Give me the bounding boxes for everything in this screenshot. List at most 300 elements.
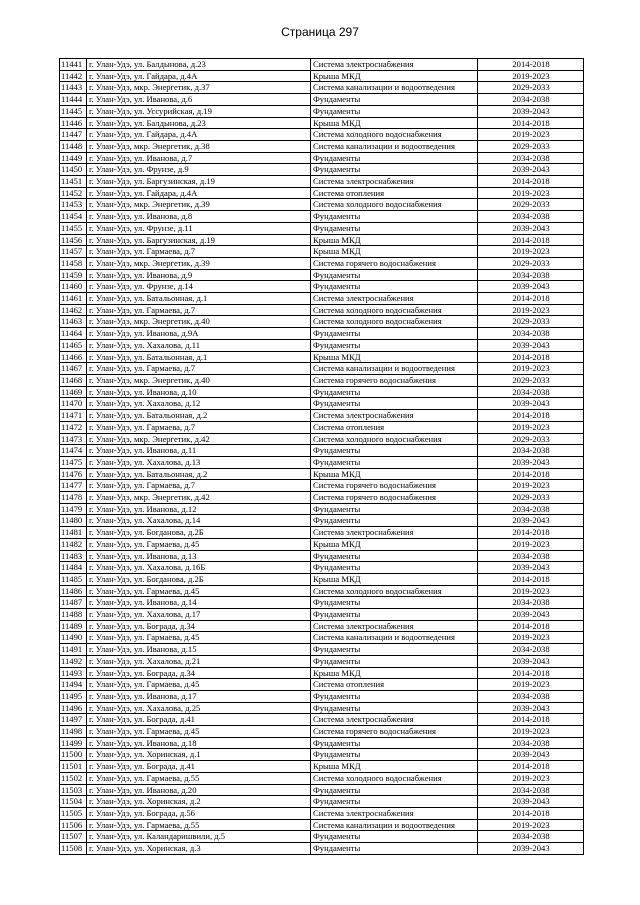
repair-period-cell: 2039-2043	[478, 562, 584, 574]
building-system-cell: Фундаменты	[311, 339, 478, 351]
repair-period-cell: 2019-2023	[478, 70, 584, 82]
repair-period-cell: 2014-2018	[478, 410, 584, 422]
row-number-cell: 11480	[60, 515, 87, 527]
repair-period-cell: 2019-2023	[478, 585, 584, 597]
address-cell: г. Улан-Удэ, ул. Хахалова, д.16Б	[87, 562, 311, 574]
building-system-cell: Система холодного водоснабжения	[311, 772, 478, 784]
row-number-cell: 11442	[60, 70, 87, 82]
row-number-cell: 11457	[60, 246, 87, 258]
address-cell: г. Улан-Удэ, ул. Гармаева, д.55	[87, 772, 311, 784]
table-row	[60, 94, 584, 106]
address-cell: г. Улан-Удэ, ул. Гармаева, д.7	[87, 304, 311, 316]
building-system-cell: Система горячего водоснабжения	[311, 374, 478, 386]
row-number-cell: 11444	[60, 94, 87, 106]
row-number-cell: 11469	[60, 386, 87, 398]
address-cell: г. Улан-Удэ, ул. Уссурийская, д.19	[87, 105, 311, 117]
building-system-cell: Фундаменты	[311, 328, 478, 340]
building-system-cell: Система электроснабжения	[311, 176, 478, 188]
building-system-cell: Фундаменты	[311, 609, 478, 621]
row-number-cell: 11453	[60, 199, 87, 211]
table-row	[60, 293, 584, 305]
building-system-cell: Крыша МКД	[311, 573, 478, 585]
address-cell: г. Улан-Удэ, ул. Иванова, д.14	[87, 597, 311, 609]
table-row	[60, 129, 584, 141]
row-number-cell: 11485	[60, 573, 87, 585]
repair-period-cell: 2039-2043	[478, 281, 584, 293]
row-number-cell: 11481	[60, 527, 87, 539]
repair-period-cell: 2019-2023	[478, 421, 584, 433]
register-table-body	[60, 59, 584, 855]
building-system-cell: Фундаменты	[311, 749, 478, 761]
building-system-cell: Система канализации и водоотведения	[311, 363, 478, 375]
row-number-cell: 11479	[60, 503, 87, 515]
building-system-cell: Фундаменты	[311, 398, 478, 410]
repair-period-cell: 2029-2033	[478, 140, 584, 152]
building-system-cell: Фундаменты	[311, 843, 478, 855]
table-row	[60, 140, 584, 152]
building-system-cell: Система канализации и водоотведения	[311, 819, 478, 831]
building-system-cell: Крыша МКД	[311, 761, 478, 773]
building-system-cell: Система электроснабжения	[311, 714, 478, 726]
table-row	[60, 772, 584, 784]
row-number-cell: 11454	[60, 211, 87, 223]
row-number-cell: 11475	[60, 456, 87, 468]
table-row	[60, 714, 584, 726]
row-number-cell: 11474	[60, 445, 87, 457]
table-row	[60, 667, 584, 679]
building-system-cell: Фундаменты	[311, 702, 478, 714]
table-row	[60, 480, 584, 492]
address-cell: г. Улан-Удэ, мкр. Энергетик, д.37	[87, 82, 311, 94]
repair-period-cell: 2034-2038	[478, 737, 584, 749]
address-cell: г. Улан-Удэ, ул. Иванова, д.15	[87, 644, 311, 656]
table-row	[60, 176, 584, 188]
table-row	[60, 164, 584, 176]
row-number-cell: 11484	[60, 562, 87, 574]
table-row	[60, 808, 584, 820]
repair-period-cell: 2019-2023	[478, 129, 584, 141]
table-row	[60, 527, 584, 539]
row-number-cell: 11503	[60, 784, 87, 796]
building-system-cell: Фундаменты	[311, 152, 478, 164]
table-row	[60, 819, 584, 831]
address-cell: г. Улан-Удэ, ул. Хахалова, д.13	[87, 456, 311, 468]
table-row	[60, 796, 584, 808]
table-row	[60, 831, 584, 843]
table-row	[60, 843, 584, 855]
repair-period-cell: 2039-2043	[478, 749, 584, 761]
building-system-cell: Система холодного водоснабжения	[311, 199, 478, 211]
row-number-cell: 11472	[60, 421, 87, 433]
building-system-cell: Система электроснабжения	[311, 59, 478, 71]
row-number-cell: 11466	[60, 351, 87, 363]
repair-period-cell: 2019-2023	[478, 726, 584, 738]
table-row	[60, 702, 584, 714]
building-system-cell: Крыша МКД	[311, 70, 478, 82]
repair-period-cell: 2019-2023	[478, 679, 584, 691]
table-row	[60, 70, 584, 82]
building-system-cell: Фундаменты	[311, 562, 478, 574]
building-system-cell: Фундаменты	[311, 796, 478, 808]
address-cell: г. Улан-Удэ, ул. Иванова, д.7	[87, 152, 311, 164]
row-number-cell: 11489	[60, 620, 87, 632]
table-row	[60, 304, 584, 316]
row-number-cell: 11451	[60, 176, 87, 188]
building-system-cell: Крыша МКД	[311, 351, 478, 363]
row-number-cell: 11490	[60, 632, 87, 644]
address-cell: г. Улан-Удэ, мкр. Энергетик, д.40	[87, 374, 311, 386]
row-number-cell: 11487	[60, 597, 87, 609]
address-cell: г. Улан-Удэ, ул. Иванова, д.20	[87, 784, 311, 796]
row-number-cell: 11463	[60, 316, 87, 328]
repair-period-cell: 2039-2043	[478, 609, 584, 621]
row-number-cell: 11467	[60, 363, 87, 375]
building-system-cell: Фундаменты	[311, 737, 478, 749]
address-cell: г. Улан-Удэ, ул. Батальонная, д.1	[87, 351, 311, 363]
building-system-cell: Фундаменты	[311, 94, 478, 106]
building-system-cell: Система канализации и водоотведения	[311, 140, 478, 152]
address-cell: г. Улан-Удэ, ул. Иванова, д.17	[87, 690, 311, 702]
address-cell: г. Улан-Удэ, ул. Иванова, д.9	[87, 269, 311, 281]
row-number-cell: 11449	[60, 152, 87, 164]
repair-period-cell: 2034-2038	[478, 94, 584, 106]
table-row	[60, 351, 584, 363]
address-cell: г. Улан-Удэ, мкр. Энергетик, д.39	[87, 199, 311, 211]
repair-period-cell: 2014-2018	[478, 667, 584, 679]
address-cell: г. Улан-Удэ, ул. Бограда, д.41	[87, 714, 311, 726]
building-system-cell: Система электроснабжения	[311, 293, 478, 305]
repair-period-cell: 2029-2033	[478, 199, 584, 211]
address-cell: г. Улан-Удэ, ул. Хоринская, д.2	[87, 796, 311, 808]
address-cell: г. Улан-Удэ, ул. Балдынова, д.23	[87, 59, 311, 71]
address-cell: г. Улан-Удэ, ул. Батальонная, д.2	[87, 468, 311, 480]
address-cell: г. Улан-Удэ, ул. Бограда, д.56	[87, 808, 311, 820]
address-cell: г. Улан-Удэ, ул. Хахалова, д.25	[87, 702, 311, 714]
table-row	[60, 374, 584, 386]
building-system-cell: Система холодного водоснабжения	[311, 304, 478, 316]
address-cell: г. Улан-Удэ, ул. Иванова, д.6	[87, 94, 311, 106]
row-number-cell: 11476	[60, 468, 87, 480]
repair-period-cell: 2034-2038	[478, 644, 584, 656]
address-cell: г. Улан-Удэ, ул. Гармаева, д.45	[87, 538, 311, 550]
row-number-cell: 11494	[60, 679, 87, 691]
address-cell: г. Улан-Удэ, мкр. Энергетик, д.42	[87, 433, 311, 445]
table-row	[60, 761, 584, 773]
address-cell: г. Улан-Удэ, ул. Бограда, д.34	[87, 620, 311, 632]
building-system-cell: Крыша МКД	[311, 246, 478, 258]
row-number-cell: 11446	[60, 117, 87, 129]
repair-period-cell: 2019-2023	[478, 480, 584, 492]
building-system-cell: Крыша МКД	[311, 538, 478, 550]
table-row	[60, 234, 584, 246]
row-number-cell: 11478	[60, 492, 87, 504]
repair-period-cell: 2014-2018	[478, 293, 584, 305]
repair-period-cell: 2034-2038	[478, 690, 584, 702]
repair-period-cell: 2014-2018	[478, 573, 584, 585]
row-number-cell: 11468	[60, 374, 87, 386]
table-row	[60, 550, 584, 562]
table-row	[60, 573, 584, 585]
repair-period-cell: 2034-2038	[478, 597, 584, 609]
repair-period-cell: 2034-2038	[478, 550, 584, 562]
table-row	[60, 445, 584, 457]
building-system-cell: Система холодного водоснабжения	[311, 129, 478, 141]
address-cell: г. Улан-Удэ, ул. Хахалова, д.17	[87, 609, 311, 621]
address-cell: г. Улан-Удэ, ул. Хоринская, д.1	[87, 749, 311, 761]
table-row	[60, 269, 584, 281]
repair-period-cell: 2034-2038	[478, 503, 584, 515]
row-number-cell: 11450	[60, 164, 87, 176]
building-system-cell: Система горячего водоснабжения	[311, 257, 478, 269]
repair-period-cell: 2014-2018	[478, 761, 584, 773]
building-system-cell: Система холодного водоснабжения	[311, 585, 478, 597]
building-system-cell: Фундаменты	[311, 644, 478, 656]
building-system-cell: Система электроснабжения	[311, 808, 478, 820]
building-system-cell: Фундаменты	[311, 445, 478, 457]
building-system-cell: Система канализации и водоотведения	[311, 632, 478, 644]
row-number-cell: 11460	[60, 281, 87, 293]
repair-period-cell: 2019-2023	[478, 187, 584, 199]
row-number-cell: 11500	[60, 749, 87, 761]
repair-period-cell: 2029-2033	[478, 433, 584, 445]
table-row	[60, 410, 584, 422]
table-row	[60, 655, 584, 667]
repair-period-cell: 2039-2043	[478, 655, 584, 667]
row-number-cell: 11491	[60, 644, 87, 656]
address-cell: г. Улан-Удэ, ул. Хахалова, д.14	[87, 515, 311, 527]
address-cell: г. Улан-Удэ, ул. Каландаришвили, д.5	[87, 831, 311, 843]
address-cell: г. Улан-Удэ, ул. Иванова, д.11	[87, 445, 311, 457]
address-cell: г. Улан-Удэ, ул. Гармаева, д.45	[87, 726, 311, 738]
building-system-cell: Система отопления	[311, 421, 478, 433]
row-number-cell: 11456	[60, 234, 87, 246]
building-system-cell: Фундаменты	[311, 655, 478, 667]
table-row	[60, 456, 584, 468]
table-row	[60, 386, 584, 398]
address-cell: г. Улан-Удэ, ул. Иванова, д.10	[87, 386, 311, 398]
row-number-cell: 11462	[60, 304, 87, 316]
row-number-cell: 11458	[60, 257, 87, 269]
building-system-cell: Система электроснабжения	[311, 410, 478, 422]
table-row	[60, 187, 584, 199]
row-number-cell: 11477	[60, 480, 87, 492]
address-cell: г. Улан-Удэ, ул. Гармаева, д.55	[87, 819, 311, 831]
row-number-cell: 11459	[60, 269, 87, 281]
table-row	[60, 726, 584, 738]
table-row	[60, 515, 584, 527]
repair-period-cell: 2019-2023	[478, 246, 584, 258]
address-cell: г. Улан-Удэ, ул. Хахалова, д.11	[87, 339, 311, 351]
table-row	[60, 690, 584, 702]
address-cell: г. Улан-Удэ, мкр. Энергетик, д.38	[87, 140, 311, 152]
row-number-cell: 11499	[60, 737, 87, 749]
building-system-cell: Система горячего водоснабжения	[311, 492, 478, 504]
address-cell: г. Улан-Удэ, ул. Гармаева, д.45	[87, 632, 311, 644]
address-cell: г. Улан-Удэ, ул. Гармаева, д.7	[87, 363, 311, 375]
building-system-cell: Фундаменты	[311, 105, 478, 117]
repair-period-cell: 2039-2043	[478, 843, 584, 855]
repair-period-cell: 2039-2043	[478, 339, 584, 351]
repair-period-cell: 2034-2038	[478, 152, 584, 164]
table-row	[60, 117, 584, 129]
address-cell: г. Улан-Удэ, ул. Иванова, д.18	[87, 737, 311, 749]
repair-period-cell: 2029-2033	[478, 257, 584, 269]
table-row	[60, 492, 584, 504]
table-row	[60, 339, 584, 351]
address-cell: г. Улан-Удэ, ул. Баргузинская, д.19	[87, 234, 311, 246]
building-system-cell: Фундаменты	[311, 784, 478, 796]
address-cell: г. Улан-Удэ, ул. Фрунзе, д.11	[87, 222, 311, 234]
address-cell: г. Улан-Удэ, ул. Хахалова, д.21	[87, 655, 311, 667]
building-system-cell: Система электроснабжения	[311, 620, 478, 632]
repair-period-cell: 2039-2043	[478, 702, 584, 714]
address-cell: г. Улан-Удэ, мкр. Энергетик, д.40	[87, 316, 311, 328]
row-number-cell: 11482	[60, 538, 87, 550]
repair-period-cell: 2034-2038	[478, 784, 584, 796]
building-system-cell: Фундаменты	[311, 269, 478, 281]
table-row	[60, 199, 584, 211]
row-number-cell: 11504	[60, 796, 87, 808]
table-row	[60, 784, 584, 796]
building-system-cell: Фундаменты	[311, 211, 478, 223]
building-system-cell: Фундаменты	[311, 690, 478, 702]
table-row	[60, 503, 584, 515]
address-cell: г. Улан-Удэ, ул. Иванова, д.8	[87, 211, 311, 223]
table-row	[60, 222, 584, 234]
address-cell: г. Улан-Удэ, ул. Богданова, д.2Б	[87, 527, 311, 539]
row-number-cell: 11488	[60, 609, 87, 621]
row-number-cell: 11465	[60, 339, 87, 351]
table-row	[60, 211, 584, 223]
address-cell: г. Улан-Удэ, ул. Бограда, д.34	[87, 667, 311, 679]
page-title: Страница 297	[281, 25, 359, 39]
row-number-cell: 11501	[60, 761, 87, 773]
building-system-cell: Система отопления	[311, 187, 478, 199]
table-row	[60, 246, 584, 258]
row-number-cell: 11508	[60, 843, 87, 855]
table-row	[60, 679, 584, 691]
building-system-cell: Крыша МКД	[311, 468, 478, 480]
building-system-cell: Фундаменты	[311, 550, 478, 562]
row-number-cell: 11464	[60, 328, 87, 340]
row-number-cell: 11497	[60, 714, 87, 726]
repair-period-cell: 2034-2038	[478, 328, 584, 340]
repair-period-cell: 2014-2018	[478, 351, 584, 363]
repair-period-cell: 2034-2038	[478, 211, 584, 223]
repair-period-cell: 2039-2043	[478, 398, 584, 410]
table-row	[60, 257, 584, 269]
building-system-cell: Система холодного водоснабжения	[311, 433, 478, 445]
building-system-cell: Фундаменты	[311, 831, 478, 843]
row-number-cell: 11496	[60, 702, 87, 714]
address-cell: г. Улан-Удэ, ул. Иванова, д.12	[87, 503, 311, 515]
address-cell: г. Улан-Удэ, ул. Гармаева, д.45	[87, 679, 311, 691]
address-cell: г. Улан-Удэ, ул. Батальонная, д.1	[87, 293, 311, 305]
repair-period-cell: 2039-2043	[478, 222, 584, 234]
repair-period-cell: 2014-2018	[478, 468, 584, 480]
row-number-cell: 11447	[60, 129, 87, 141]
repair-period-cell: 2039-2043	[478, 515, 584, 527]
repair-period-cell: 2034-2038	[478, 386, 584, 398]
building-system-cell: Система горячего водоснабжения	[311, 480, 478, 492]
building-system-cell: Крыша МКД	[311, 667, 478, 679]
table-row	[60, 620, 584, 632]
repair-period-cell: 2014-2018	[478, 527, 584, 539]
register-table-container	[59, 58, 583, 855]
table-row	[60, 281, 584, 293]
address-cell: г. Улан-Удэ, мкр. Энергетик, д.39	[87, 257, 311, 269]
register-table	[59, 58, 584, 855]
row-number-cell: 11452	[60, 187, 87, 199]
row-number-cell: 11492	[60, 655, 87, 667]
table-row	[60, 632, 584, 644]
address-cell: г. Улан-Удэ, ул. Гармаева, д.7	[87, 246, 311, 258]
row-number-cell: 11493	[60, 667, 87, 679]
table-row	[60, 737, 584, 749]
address-cell: г. Улан-Удэ, ул. Батальонная, д.2	[87, 410, 311, 422]
address-cell: г. Улан-Удэ, ул. Гармаева, д.45	[87, 585, 311, 597]
row-number-cell: 11473	[60, 433, 87, 445]
building-system-cell: Система холодного водоснабжения	[311, 316, 478, 328]
building-system-cell: Система электроснабжения	[311, 527, 478, 539]
building-system-cell: Крыша МКД	[311, 234, 478, 246]
row-number-cell: 11507	[60, 831, 87, 843]
row-number-cell: 11505	[60, 808, 87, 820]
building-system-cell: Фундаменты	[311, 386, 478, 398]
table-row	[60, 59, 584, 71]
row-number-cell: 11483	[60, 550, 87, 562]
table-row	[60, 328, 584, 340]
address-cell: г. Улан-Удэ, ул. Богданова, д.2Б	[87, 573, 311, 585]
address-cell: г. Улан-Удэ, ул. Фрунзе, д.14	[87, 281, 311, 293]
repair-period-cell: 2029-2033	[478, 374, 584, 386]
row-number-cell: 11455	[60, 222, 87, 234]
building-system-cell: Фундаменты	[311, 164, 478, 176]
address-cell: г. Улан-Удэ, мкр. Энергетик, д.42	[87, 492, 311, 504]
table-row	[60, 597, 584, 609]
table-row	[60, 363, 584, 375]
table-row	[60, 585, 584, 597]
repair-period-cell: 2039-2043	[478, 796, 584, 808]
building-system-cell: Крыша МКД	[311, 117, 478, 129]
row-number-cell: 11443	[60, 82, 87, 94]
repair-period-cell: 2019-2023	[478, 772, 584, 784]
address-cell: г. Улан-Удэ, ул. Фрунзе, д.9	[87, 164, 311, 176]
address-cell: г. Улан-Удэ, ул. Гайдара, д.4А	[87, 70, 311, 82]
table-row	[60, 749, 584, 761]
table-row	[60, 609, 584, 621]
row-number-cell: 11461	[60, 293, 87, 305]
address-cell: г. Улан-Удэ, ул. Гармаева, д.7	[87, 421, 311, 433]
repair-period-cell: 2019-2023	[478, 632, 584, 644]
row-number-cell: 11486	[60, 585, 87, 597]
row-number-cell: 11498	[60, 726, 87, 738]
building-system-cell: Фундаменты	[311, 222, 478, 234]
table-row	[60, 562, 584, 574]
address-cell: г. Улан-Удэ, ул. Хоринская, д.3	[87, 843, 311, 855]
table-row	[60, 398, 584, 410]
building-system-cell: Система отопления	[311, 679, 478, 691]
table-row	[60, 538, 584, 550]
repair-period-cell: 2014-2018	[478, 620, 584, 632]
repair-period-cell: 2014-2018	[478, 808, 584, 820]
repair-period-cell: 2019-2023	[478, 538, 584, 550]
address-cell: г. Улан-Удэ, ул. Гармаева, д.7	[87, 480, 311, 492]
table-row	[60, 316, 584, 328]
address-cell: г. Улан-Удэ, ул. Хахалова, д.12	[87, 398, 311, 410]
building-system-cell: Фундаменты	[311, 515, 478, 527]
repair-period-cell: 2034-2038	[478, 831, 584, 843]
